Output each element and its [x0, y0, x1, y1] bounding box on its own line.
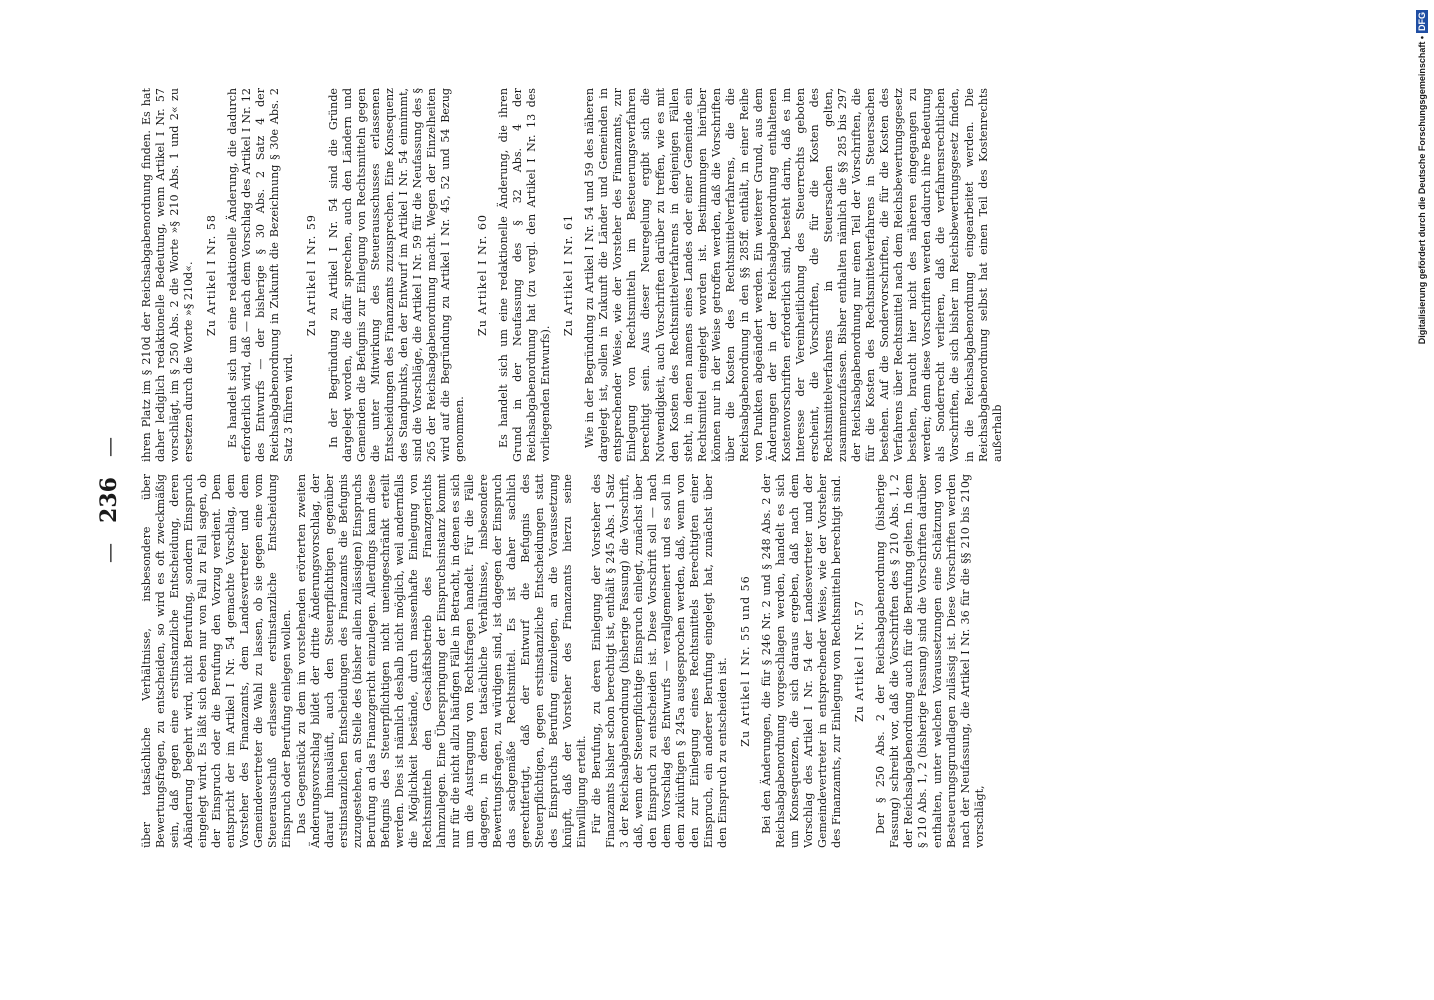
paragraph: Das Gegenstück zu dem im vorstehenden erörterten zweiten Änderungsvorschlag bildet der dritte Änderungsvorschlag, der darauf hinausläuft, auch den Steuerpflichtigen gegenüber erstinstanzlichen Entscheidungen des Finanzamts die Befugnis zuzugestehen, an Stelle des (bisher allein zulässigen) Einspruchs Berufung an das Finanzgericht einzulegen. Allerdings kann diese Befugnis des Steuerpflichtigen nicht uneingeschränkt erteilt werden. Dies ist nämlich deshalb nicht möglich, weil andernfalls die Möglichkeit bestände, durch massenhafte Einlegung von Rechtsmitteln den Geschäftsbetrieb des Finanzgerichts lahmzulegen. Eine Überspringung der Einspruchsinstanz kommt nur für die nicht allzu häufigen Fälle in Betracht, in denen es sich um die Austragung von Rechtsfragen handelt. Für die Fälle dagegen, in denen tatsächliche Verhältnisse, insbesondere Bewertungsfragen, zu würdigen sind, ist dagegen der Einspruch das sachgemäße Rechtsmittel. Es ist daher sachlich gerechtfertigt, daß der Entwurf die Befugnis des Steuerpflichtigen, gegen erstinstanzliche Entscheidungen statt des Einspruchs Berufung einzulegen, an die Voraussetzung knüpft, daß der Vorsteher des Finanzamts hierzu seine Einwilligung erteilt. [294, 474, 589, 848]
paragraph: ihren Platz im § 210d der Reichsabgabenordnung finden. Es hat daher lediglich redaktionelle Bedeutung, wenn Artikel I Nr. 57 vorschlägt, im § 250 Abs. 2 die Worte »§ 210 Abs. 1 und 2« zu ersetzen durch die Worte »§ 210d«. [140, 88, 196, 462]
paragraph: Es handelt sich um eine redaktionelle Änderung, die dadurch erforderlich wird, daß — nach dem Vorschlag des Artikel I Nr. 12 des Entwurfs — der bisherige § 30 Abs. 2 Satz 4 der Reichsabgabenordnung in Zukunft die Bezeichnung § 30e Abs. 2 Satz 3 führen wird. [226, 88, 296, 462]
section-heading: Zu Artikel I Nr. 55 und 56 [738, 575, 752, 747]
section-heading: Zu Artikel I Nr. 59 [305, 214, 319, 336]
header-dash-right: — [97, 437, 121, 458]
paragraph: Für die Berufung, zu deren Einlegung der Vorsteher des Finanzamts bisher schon berechtigt ist, enthält § 245 Abs. 1 Satz 3 der Reichsabgabenordnung (bisherige Fassung) die Vorschrift, daß, wenn der Steuerpflichtige Einspruch einlegt, zunächst über den Einspruch zu entscheiden ist. Diese Vorschrift soll — nach dem Vorschlag des Entwurfs — verallgemeinert und es soll in dem zukünftigen § 245a ausgesprochen werden, daß, wenn von den zur Einlegung eines Rechtsmittels Berechtigten einer Einspruch, ein anderer Berufung eingelegt hat, zunächst über den Einspruch zu entscheiden ist. [589, 474, 729, 848]
dfg-logo: DFG [1417, 12, 1427, 31]
section-heading: Zu Artikel I Nr. 61 [562, 214, 576, 336]
paragraph: über tatsächliche Verhältnisse, insbesondere über Bewertungsfragen, zu entscheiden, so wird es oft zweckmäßig sein, daß gegen eine erstinstanzliche Entscheidung, deren Abänderung begehrt wird, nicht Berufung, sondern Einspruch eingelegt wird. Es läßt sich eben nur von Fall zu Fall sagen, ob der Einspruch oder die Berufung den Vorzug verdient. Dem entspricht der im Artikel I Nr. 54 gemachte Vorschlag, dem Vorsteher des Finanzamts, dem Landesvertreter und dem Gemeindevertreter die Wahl zu lassen, ob sie gegen eine vom Steuerausschuß erlassene erstinstanzliche Entscheidung Einspruch oder Berufung einlegen wollen. [140, 474, 294, 848]
left-column [140, 474, 1130, 848]
page-number: 236 [96, 477, 122, 523]
credit-text: Digitalisierung gefördert durch die Deutsche Forschungsgemeinschaft • [1417, 36, 1427, 345]
section-heading: Zu Artikel I Nr. 60 [475, 214, 489, 336]
paragraph: Es handelt sich um eine redaktionelle Änderung, die ihren Grund in der Neufassung des § 32 Abs. 4 der Reichsabgabenordnung hat (zu vergl. den Artikel I Nr. 13 des vorliegenden Entwurfs). [497, 88, 553, 462]
paragraph: Bei den Änderungen, die für § 246 Nr. 2 und § 248 Abs. 2 der Reichsabgabenordnung vorgeschlagen werden, handelt es sich um Konsequenzen, die sich daraus ergeben, daß nach dem Vorschlag des Artikel I Nr. 54 der Landesvertreter und der Gemeindevertreter in entsprechender Weise, wie der Vorsteher des Finanzamts, zur Einlegung von Rechtsmitteln berechtigt sind. [760, 474, 844, 848]
paragraph: In der Begründung zu Artikel I Nr. 54 sind die Gründe dargelegt worden, die dafür sprechen, auch den Ländern und Gemeinden die Befugnis zur Einlegung von Rechtsmitteln gegen die unter Mitwirkung des Steuerausschusses erlassenen Entscheidungen des Finanzamts zuzusprechen. Eine Konsequenz des Standpunkts, den der Entwurf im Artikel I Nr. 54 einnimmt, sind die Vorschläge, die Artikel I Nr. 59 für die Neufassung des § 265 der Reichsabgabenordnung macht. Wegen der Einzelheiten wird auf die Begründung zu Artikel I Nr. 45, 52 und 54 Bezug genommen. [326, 88, 466, 462]
digitization-credit [1413, 0, 1431, 1000]
section-heading: Zu Artikel I Nr. 58 [205, 214, 219, 336]
paragraph: Der § 250 Abs. 2 der Reichsabgabenordnung (bisherige Fassung) schreibt vor, daß die Vorschriften des § 210 Abs. 1, 2 der Reichsabgabenordnung auch für die Berufung gelten. In dem § 210 Abs. 1, 2 (bisherige Fassung) sind die Vorschriften darüber enthalten, unter welchen Voraussetzungen eine Schätzung von Besteuerungsgrundlagen zulässig ist. Diese Vorschriften werden nach der Neufassung, die Artikel I Nr. 36 für die §§ 210 bis 210g vorschlägt, [874, 474, 986, 848]
right-column [140, 88, 1130, 462]
section-heading: Zu Artikel I Nr. 57 [853, 600, 867, 722]
page-header [88, 0, 130, 1000]
header-dash-left: — [97, 542, 121, 563]
paragraph: Wie in der Begründung zu Artikel I Nr. 54 und 59 des näheren dargelegt ist, sollen in Zukunft die Länder und Gemeinden in entsprechender Weise, wie der Vorsteher des Finanzamts, zur Einlegung von Rechtsmitteln im Besteuerungsverfahren berechtigt sein. Aus dieser Neuregelung ergibt sich die Notwendigkeit, auch Vorschriften darüber zu treffen, wie es mit den Kosten des Rechtsmittelverfahrens in denjenigen Fällen steht, in denen namens eines Landes oder einer Gemeinde ein Rechtsmittel eingelegt worden ist. Bestimmungen hierüber können nur in der Weise getroffen werden, daß die Vorschriften über die Kosten des Rechtsmittelverfahrens, die die Reichsabgabenordnung in den §§ 285ff. enthält, in einer Reihe von Punkten abgeändert werden. Ein weiterer Grund, aus dem Änderungen der in der Reichsabgabenordnung enthaltenen Kostenvorschriften erforderlich sind, besteht darin, daß es im Interesse der Vereinheitlichung des Steuerrechts geboten erscheint, die Vorschriften, die für die Kosten des Rechtsmittelverfahrens in Steuersachen gelten, zusammenzufassen. Bisher enthalten nämlich die §§ 285 bis 297 der Reichsabgabenordnung nur einen Teil der Vorschriften, die für die Kosten des Rechtsmittelverfahrens in Steuersachen bestehen. Auf die Sondervorschriften, die für die Kosten des Verfahrens über Rechtsmittel nach dem Reichsbewertungsgesetz bestehen, braucht hier nicht des näheren eingegangen zu werden; denn diese Vorschriften werden dadurch ihre Bedeutung als Sonderrecht verlieren, daß die verfahrensrechtlichen Vorschriften, die sich bisher im Reichsbewertungsgesetz finden, in die Reichsabgabenordnung eingearbeitet werden. Die Reichsabgabenordnung selbst hat einen Teil des Kostenrechts außerhalb [583, 88, 1004, 462]
